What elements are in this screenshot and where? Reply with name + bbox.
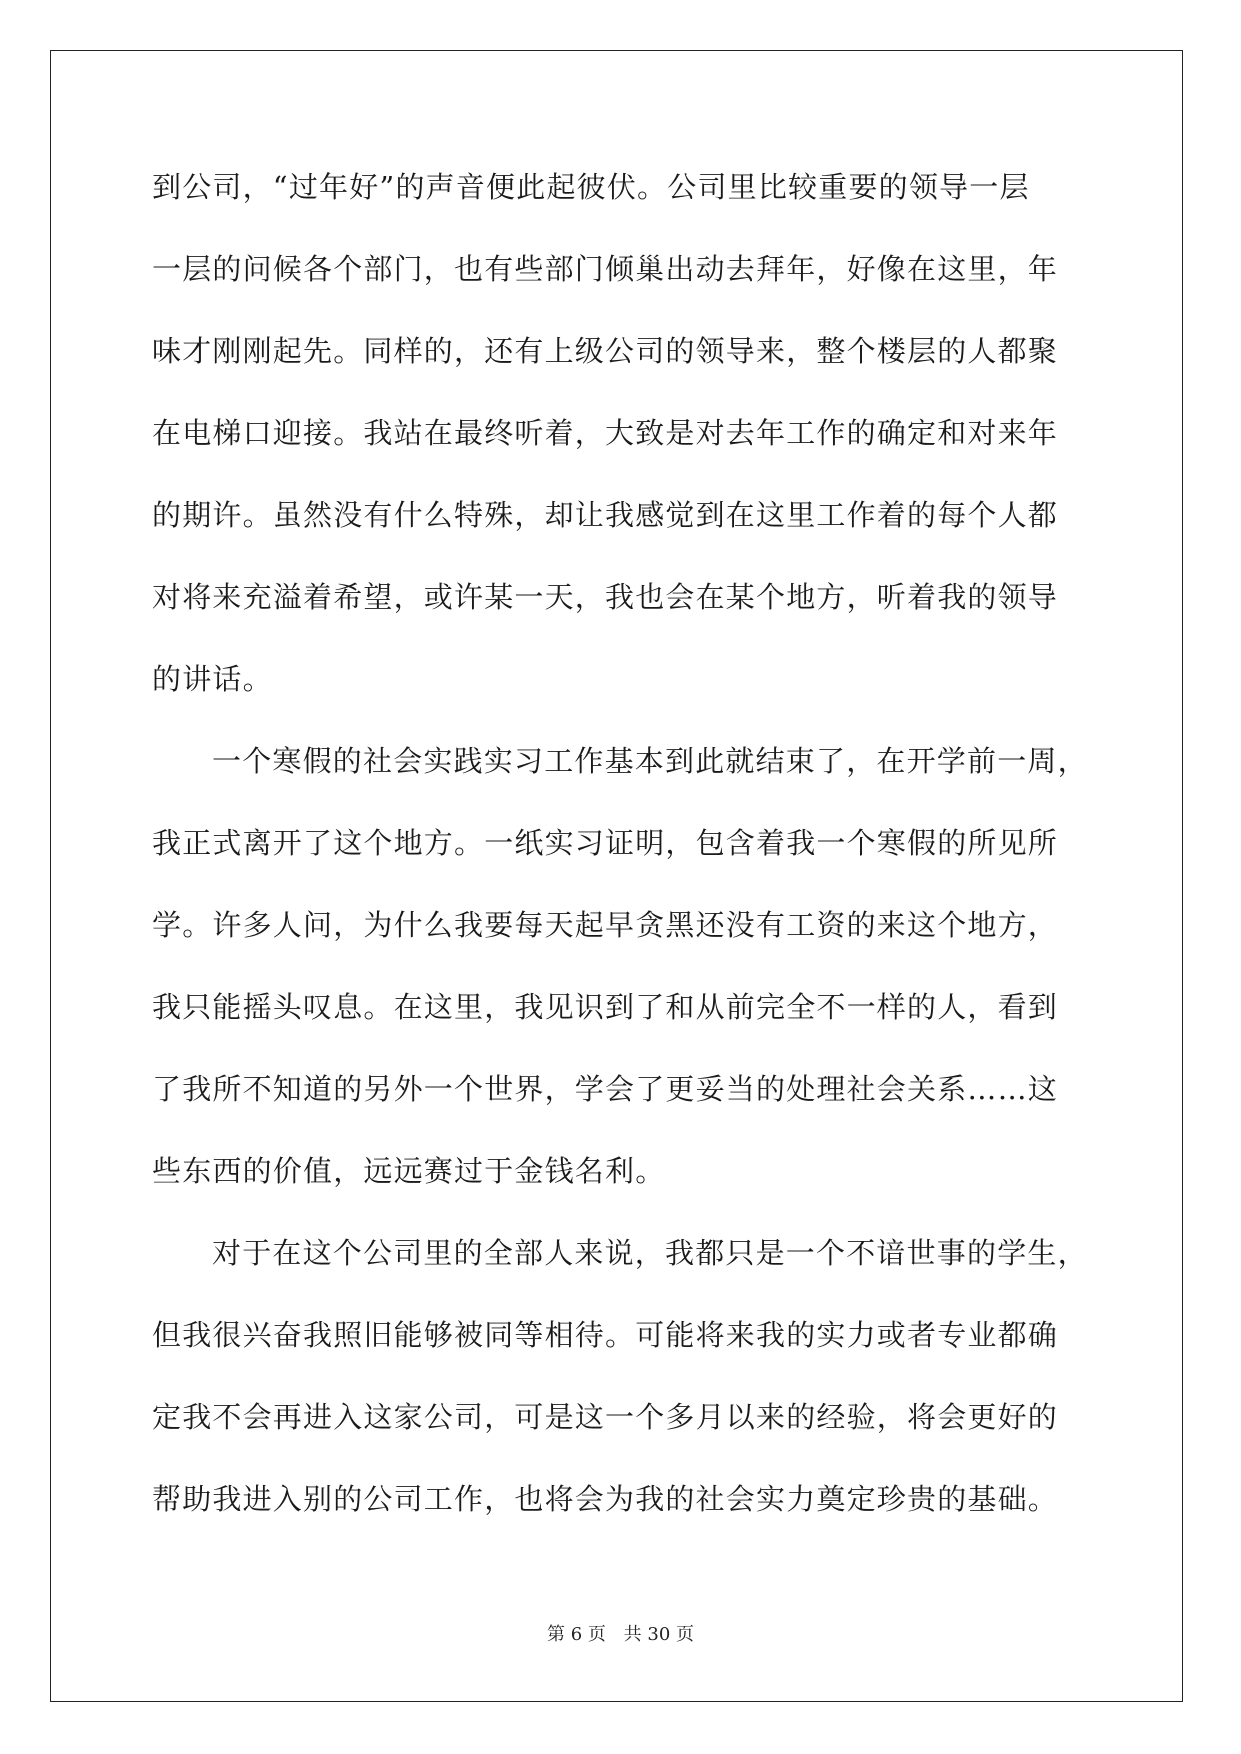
text-line: 到公司，“过年好”的声音便此起彼伏。公司里比较重要的领导一层: [152, 170, 1030, 204]
document-body: [152, 146, 1092, 1540]
text-line: 但我很兴奋我照旧能够被同等相待。可能将来我的实力或者专业都确: [152, 1318, 1059, 1352]
text-line: 帮助我进入别的公司工作，也将会为我的社会实力奠定珍贵的基础。: [152, 1482, 1059, 1516]
text-line: 在电梯口迎接。我站在最终听着，大致是对去年工作的确定和对来年: [152, 416, 1059, 450]
text-line: 对将来充溢着希望，或许某一天，我也会在某个地方，听着我的领导: [152, 580, 1059, 614]
text-line: 些东西的价值，远远赛过于金钱名利。: [152, 1154, 666, 1188]
paragraph-2: [152, 720, 1092, 1212]
text-line: 我正式离开了这个地方。一纸实习证明，包含着我一个寒假的所见所: [152, 826, 1059, 860]
paragraph-3: [152, 1212, 1092, 1540]
text-line: 我只能摇头叹息。在这里，我见识到了和从前完全不一样的人，看到: [152, 990, 1059, 1024]
paragraph-1: [152, 146, 1092, 720]
page-footer: [0, 1620, 1241, 1646]
text-line: 定我不会再进入这家公司，可是这一个多月以来的经验，将会更好的: [152, 1400, 1059, 1434]
text-line: 一个寒假的社会实践实习工作基本到此就结束了，在开学前一周，: [212, 744, 1088, 778]
text-line: 了我所不知道的另外一个世界，学会了更妥当的处理社会关系……这: [152, 1072, 1059, 1106]
text-line: 对于在这个公司里的全部人来说，我都只是一个不谙世事的学生，: [212, 1236, 1088, 1270]
page-total: 共 30 页: [623, 1624, 694, 1645]
text-line: 学。许多人问，为什么我要每天起早贪黑还没有工资的来这个地方，: [152, 908, 1059, 942]
text-line: 的期许。虽然没有什么特殊，却让我感觉到在这里工作着的每个人都: [152, 498, 1059, 532]
text-line: 一层的问候各个部门，也有些部门倾巢出动去拜年，好像在这里，年: [152, 252, 1059, 286]
text-line: 味才刚刚起先。同样的，还有上级公司的领导来，整个楼层的人都聚: [152, 334, 1059, 368]
page-number: 第 6 页: [547, 1624, 606, 1645]
text-line: 的讲话。: [152, 662, 273, 696]
